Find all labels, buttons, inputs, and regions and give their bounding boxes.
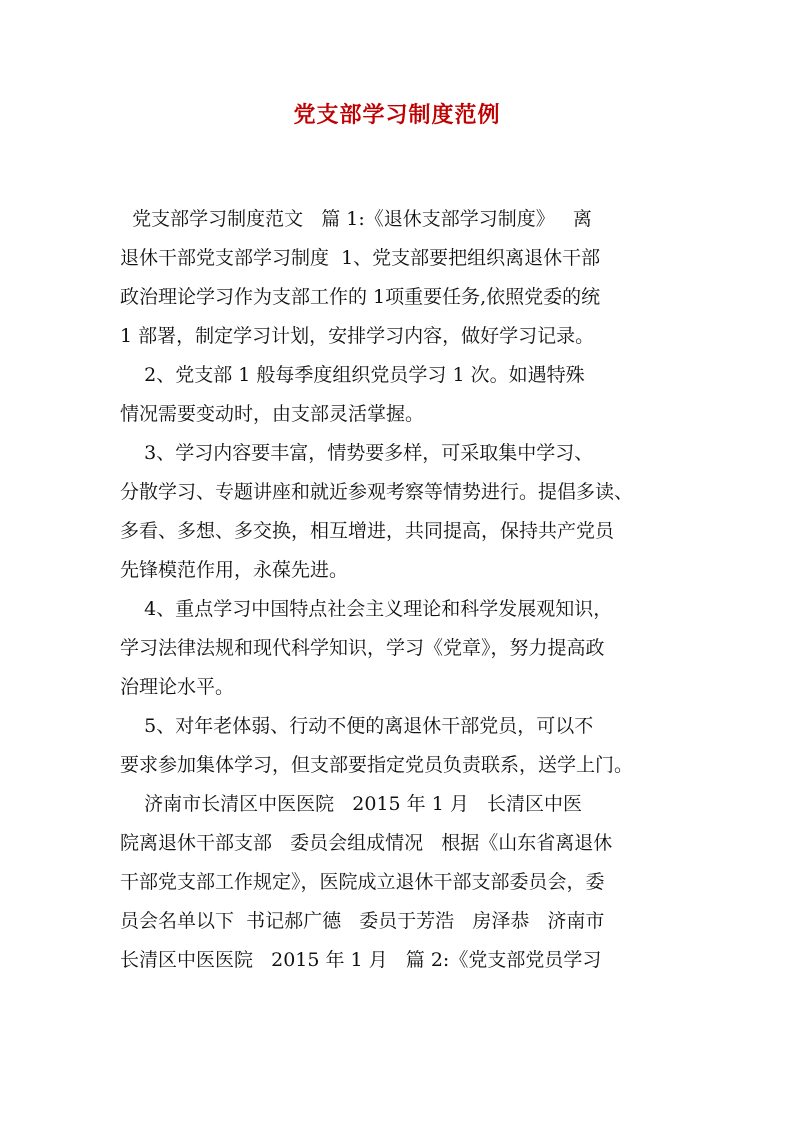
text-line: 员会名单以下 书记郝广德 委员于芳浩 房泽恭 济南市 xyxy=(120,910,605,932)
text-line: 退休干部党支部学习制度 1、党支部要把组织离退休干部 xyxy=(120,247,601,269)
text-line: 长清区中医医院 2015 年 1 月 篇 2:《党支部党员学习 xyxy=(120,949,602,971)
text-line: 情况需要变动时，由支部灵活掌握。 xyxy=(120,403,425,425)
text-line: 4、重点学习中国特点社会主义理论和科学发展观知识， xyxy=(120,598,613,620)
text-line: 2、党支部 1 般每季度组织党员学习 1 次。如遇特殊 xyxy=(120,364,585,386)
text-line: 3、学习内容要丰富，情势要多样，可采取集中学习、 xyxy=(120,442,594,464)
text-line: 分散学习、专题讲座和就近参观考察等情势进行。提倡多读、 xyxy=(120,481,634,503)
text-line: 学习法律法规和现代科学知识，学习《党章》，努力提高政 xyxy=(120,637,605,659)
text-line: 要求参加集体学习，但支部要指定党员负责联系，送学上门。 xyxy=(120,754,634,776)
text-line: 干部党支部工作规定》，医院成立退休干部支部委员会，委 xyxy=(120,871,605,893)
text-line: 5、对年老体弱、行动不便的离退休干部党员，可以不 xyxy=(120,715,594,737)
text-line: 多看、多想、多交换，相互增进，共同提高，保持共产党员 xyxy=(120,520,615,542)
text-line: 1 部署，制定学习计划，安排学习内容，做好学习记录。 xyxy=(120,325,595,347)
document-title: 党支部学习制度范例 xyxy=(293,102,501,128)
text-line: 治理论水平。 xyxy=(120,676,235,698)
text-line: 党支部学习制度范文 篇 1:《退休支部学习制度》 离 xyxy=(120,208,592,230)
text-line: 济南市长清区中医医院 2015 年 1 月 长清区中医 xyxy=(120,793,582,815)
document-body xyxy=(120,200,676,980)
text-line: 院离退休干部支部 委员会组成情况 根据《山东省离退休 xyxy=(120,832,613,854)
text-line: 政治理论学习作为支部工作的 1项重要任务,依照党委的统 xyxy=(120,286,601,308)
text-line: 先锋模范作用，永葆先进。 xyxy=(120,559,349,581)
